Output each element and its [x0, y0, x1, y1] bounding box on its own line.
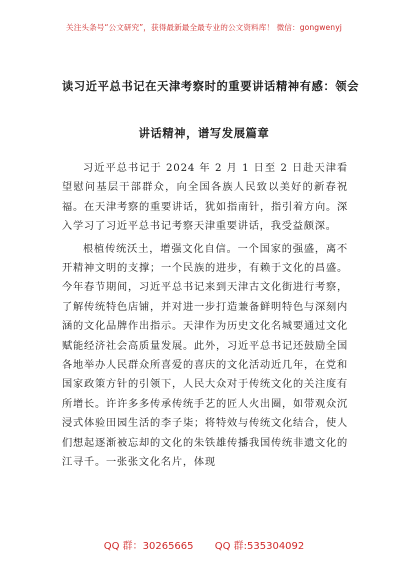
footer-contact	[0, 537, 408, 552]
document-body	[62, 159, 348, 473]
body-paragraph-2: 根植传统沃土，增强文化自信。一个国家的强盛，离不开精神文明的支撑；一个民族的进步，有赖于文化的昌盛。今年春节期间，习近平总书记来到天津古文化街进行考察，了解传统特色店铺，并对进一步打造兼备鲜明特色与深刻内涵的文化品牌作出指示。天津作为历史文化名城要通过文化赋能经济社会高质量发展。此外，习近平总书记还鼓励全国各地举办人民群众所喜爱的喜庆的文化活动近几年，在党和国家政策方针的引领下，人民大众对于传统文化的关注度有所增长。许许多多传承传统手艺的匠人火出圈，如带观众沉浸式体验田园生活的李子柒；将特效与传统文化结合，使人们想起逐渐被忘却的文化的朱铁雄传播我国传统非遗文化的江寻千。一张张文化名片，体现	[62, 243, 348, 469]
header-banner: 关注头条号“公文研究”，获得最新最全最专业的公文资料库！ 微信：gongwenyj	[66, 23, 342, 32]
document-title-line-1: 读习近平总书记在天津考察时的重要讲话精神有感：领会	[62, 80, 360, 93]
footer-qq-group-1: QQ 群：30265665	[103, 541, 194, 552]
body-paragraph-1: 习近平总书记于 2024 年 2 月 1 日至 2 日赴天津看望慰问基层干部群众，向全国各族人民致以美好的新春祝福。在天津考察的重要讲话，犹如指南针，指引着方向。深入学习了习近平总书记考察天津重要讲话，我受益颇深。	[62, 163, 348, 233]
document-title-line-2: 讲话精神，谱写发展篇章	[138, 127, 270, 140]
footer-qq-group-2: QQ 群:535304092	[214, 541, 305, 552]
